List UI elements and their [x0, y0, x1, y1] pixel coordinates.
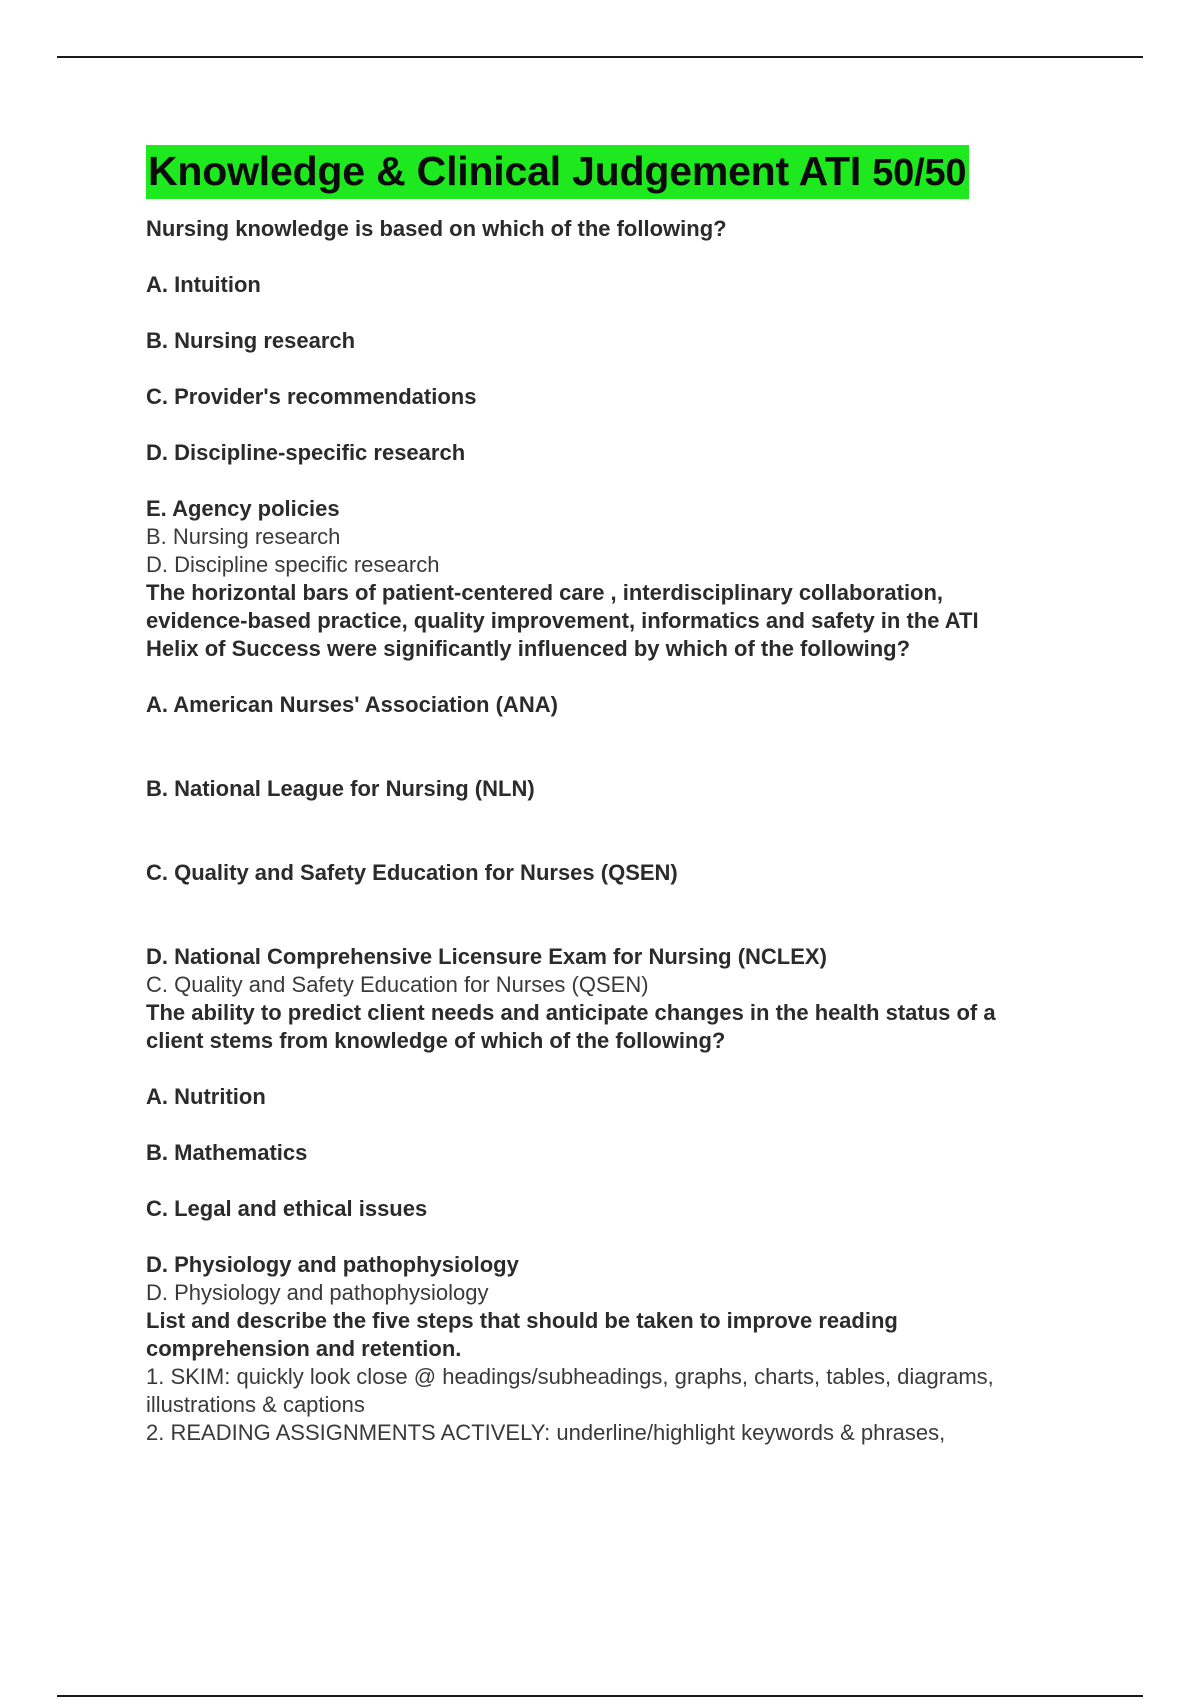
question-block-2: [146, 579, 1086, 999]
q4-answer-line-3: 2. READING ASSIGNMENTS ACTIVELY: underline/highlight keywords & phrases,: [146, 1420, 946, 1445]
question-4-line-2: comprehension and retention.: [146, 1336, 462, 1361]
question-2-line-3: Helix of Success were significantly influenced by which of the following?: [146, 636, 911, 661]
title-text: Knowledge & Clinical Judgement ATI: [148, 148, 862, 194]
q2-option-a: A. American Nurses' Association (ANA): [146, 692, 558, 717]
q2-option-b: B. National League for Nursing (NLN): [146, 776, 535, 801]
question-1-text: Nursing knowledge is based on which of the following?: [146, 216, 727, 241]
bottom-rule: [57, 1695, 1143, 1697]
q1-option-c: C. Provider's recommendations: [146, 384, 477, 409]
q3-option-a: A. Nutrition: [146, 1084, 266, 1109]
document-page: [146, 145, 1086, 1447]
q1-answer-1: B. Nursing research: [146, 524, 341, 549]
q2-option-c: C. Quality and Safety Education for Nurses (QSEN): [146, 860, 678, 885]
question-block-4: [146, 1307, 1086, 1447]
question-2-line-2: evidence-based practice, quality improvement, informatics and safety in the ATI: [146, 608, 979, 633]
q1-option-b: B. Nursing research: [146, 328, 356, 353]
q4-answer-line-2: illustrations & captions: [146, 1392, 365, 1417]
question-3-line-2: client stems from knowledge of which of the following?: [146, 1028, 726, 1053]
title-score: 50/50: [872, 152, 967, 194]
question-block-3: [146, 999, 1086, 1307]
q1-option-e: E. Agency policies: [146, 496, 340, 521]
q3-option-b: B. Mathematics: [146, 1140, 308, 1165]
top-rule: [57, 56, 1143, 58]
q3-answer: D. Physiology and pathophysiology: [146, 1280, 489, 1305]
q2-answer: C. Quality and Safety Education for Nurses (QSEN): [146, 972, 649, 997]
q1-option-d: D. Discipline-specific research: [146, 440, 466, 465]
q4-answer-line-1: 1. SKIM: quickly look close @ headings/subheadings, graphs, charts, tables, diagrams,: [146, 1364, 994, 1389]
document-title: [146, 145, 969, 199]
q1-option-a: A. Intuition: [146, 272, 261, 297]
question-block-1: [146, 215, 1086, 579]
q1-answer-2: D. Discipline specific research: [146, 552, 440, 577]
q3-option-d: D. Physiology and pathophysiology: [146, 1252, 519, 1277]
q2-option-d: D. National Comprehensive Licensure Exam for Nursing (NCLEX): [146, 944, 827, 969]
question-4-line-1: List and describe the five steps that should be taken to improve reading: [146, 1308, 898, 1333]
q3-option-c: C. Legal and ethical issues: [146, 1196, 428, 1221]
question-2-line-1: The horizontal bars of patient-centered care , interdisciplinary collaboration,: [146, 580, 944, 605]
question-3-line-1: The ability to predict client needs and anticipate changes in the health status of a: [146, 1000, 996, 1025]
